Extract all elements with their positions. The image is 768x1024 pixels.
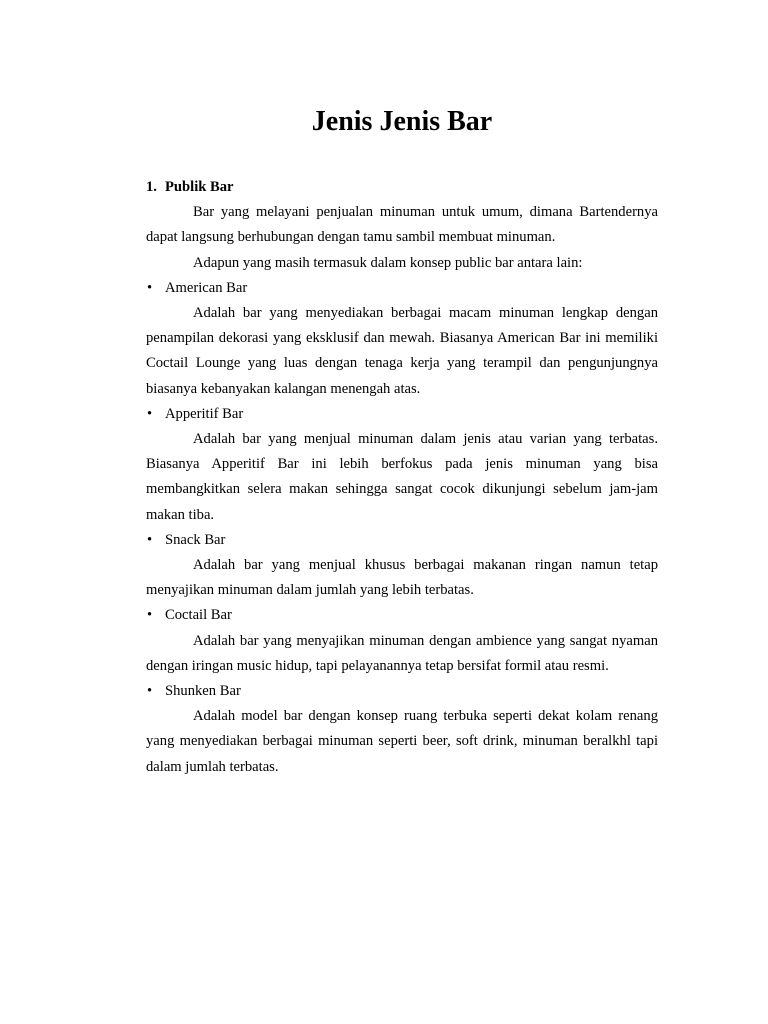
list-item-description: Adalah bar yang menyediakan berbagai macam minuman lengkap dengan penampilan dekorasi yang eksklusif dan mewah. Biasanya American Bar ini memiliki Coctail Lounge yang luas dengan tenaga kerja yang terampil dan pengunjungnya biasanya kebanyakan kalangan menengah atas.	[146, 305, 658, 397]
bullet-icon: •	[147, 405, 153, 422]
list-item-title: Coctail Bar	[165, 607, 232, 624]
bullet-icon: •	[147, 683, 153, 700]
list-item-description: Adalah bar yang menyajikan minuman dengan ambience yang sangat nyaman dengan iringan music hidup, tapi pelayanannya tetap bersifat formil atau resmi.	[146, 632, 658, 674]
list-item-american-bar	[146, 276, 658, 301]
bullet-icon: •	[147, 279, 153, 296]
section-heading-text: Publik Bar	[165, 179, 234, 195]
list-item-description: Adalah bar yang menjual minuman dalam jenis atau varian yang terbatas. Biasanya Apperitif Bar ini lebih berfokus pada jenis minuman yang bisa membangkitkan selera makan sehingga sangat cocok dikunjungi sebelum jam-jam makan tiba.	[146, 431, 658, 523]
section-description: Bar yang melayani penjualan minuman untuk umum, dimana Bartendernya dapat langsung berhubungan dengan tamu sambil membuat minuman.	[146, 204, 658, 246]
section-number: 1.	[146, 179, 157, 195]
list-item-title: Apperitif Bar	[165, 405, 244, 422]
list-item-snack-bar	[146, 528, 658, 553]
list-item-description: Adalah bar yang menjual khusus berbagai makanan ringan namun tetap menyajikan minuman dalam jumlah yang lebih terbatas.	[146, 557, 658, 599]
document-body	[146, 175, 658, 780]
list-item-title: Shunken Bar	[165, 683, 241, 700]
section-heading	[146, 175, 658, 200]
list-item-shunken-bar	[146, 679, 658, 704]
list-item-description: Adalah model bar dengan konsep ruang terbuka seperti dekat kolam renang yang menyediakan berbagai minuman seperti beer, soft drink, minuman beralkhl tapi dalam jumlah terbatas.	[146, 708, 658, 775]
document-title: Jenis Jenis Bar	[311, 106, 493, 137]
section-intro: Adapun yang masih termasuk dalam konsep public bar antara lain:	[193, 254, 583, 271]
bullet-icon: •	[147, 607, 153, 624]
list-item-title: American Bar	[165, 279, 248, 296]
list-item-title: Snack Bar	[165, 531, 226, 548]
list-item-apperitif-bar	[146, 402, 658, 427]
bullet-icon: •	[147, 531, 153, 548]
list-item-coctail-bar	[146, 603, 658, 628]
